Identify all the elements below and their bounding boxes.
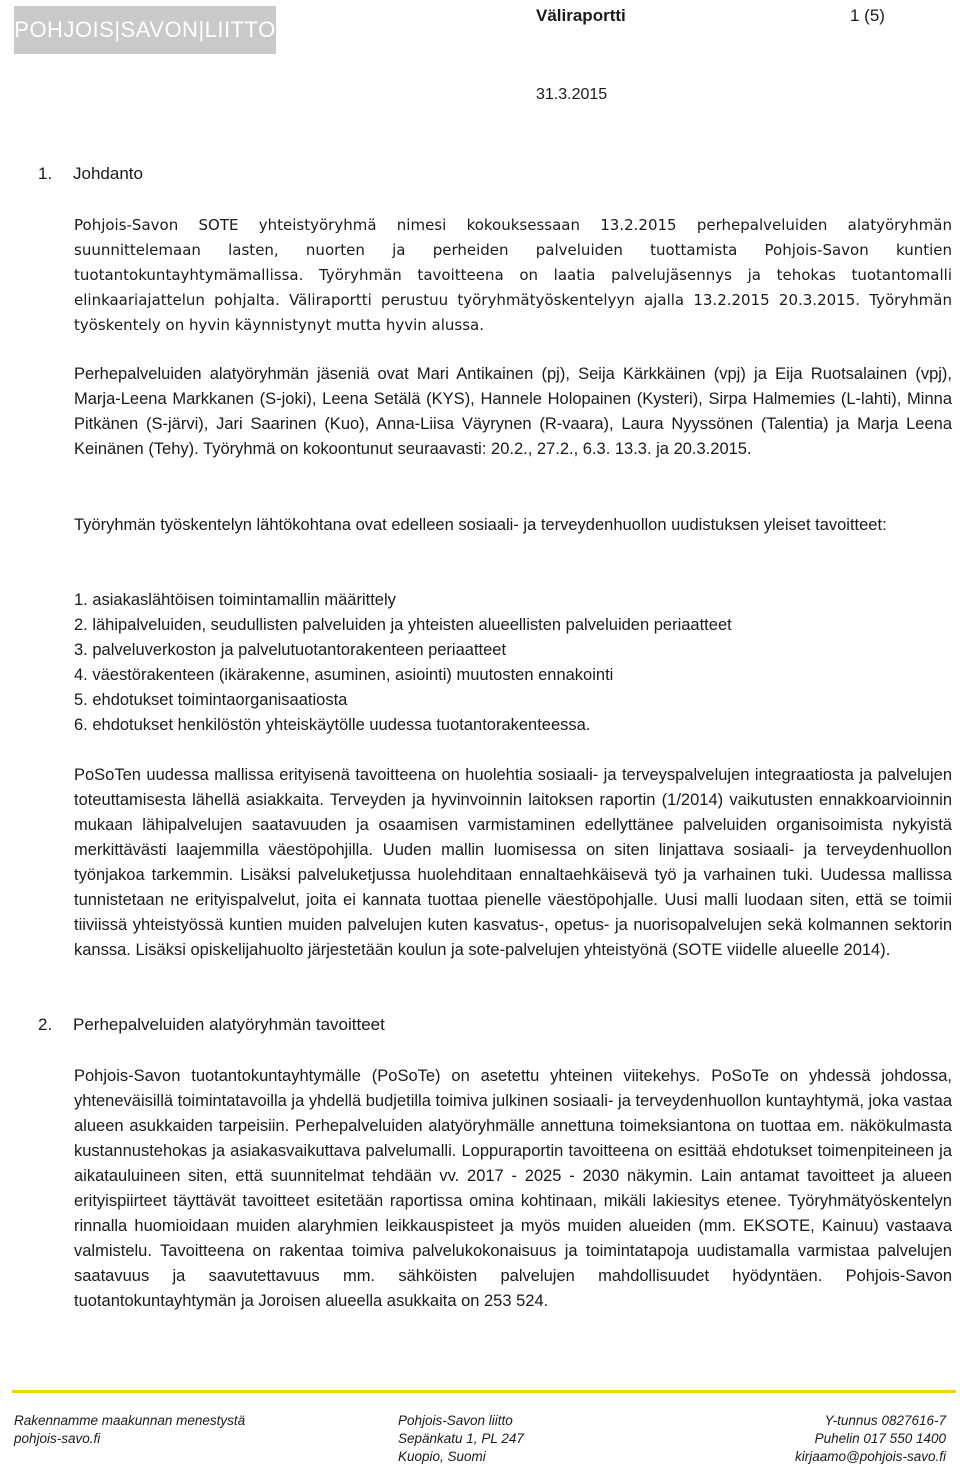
- logo-text: POHJOIS|SAVON|LIITTO: [14, 17, 276, 42]
- organization-logo: [14, 6, 276, 54]
- footer-business-id: Y-tunnus 0827616-7: [824, 1413, 946, 1428]
- list-item: 1. asiakaslähtöisen toimintamallin määrittely: [74, 591, 396, 609]
- document-title: Väliraportti: [536, 6, 626, 25]
- goals-list: [74, 588, 952, 738]
- footer-slogan-block: [14, 1412, 245, 1448]
- footer-phone: Puhelin 017 550 1400: [814, 1431, 946, 1446]
- section-number: 1.: [38, 164, 53, 183]
- document-date: 31.3.2015: [536, 86, 608, 103]
- footer-email-link[interactable]: kirjaamo@pohjois-savo.fi: [794, 1449, 946, 1464]
- footer-divider: [12, 1390, 956, 1393]
- paragraph-goals-intro: Työryhmän työskentelyn lähtökohtana ovat edelleen sosiaali- ja terveydenhuollon uudistuksen yleiset tavoitteet:: [74, 516, 887, 534]
- paragraph-introduction: Pohjois-Savon SOTE yhteistyöryhmä nimesi kokouksessaan 13.2.2015 perhepalveluiden alatyöryhmän suunnittelemaan lasten, nuorten ja perheiden palveluiden tuottamista Pohjois-Savon kuntien tuotantokuntayhtymämallissa. Työryhmän tavoitteena on laatia palvelujäsennys ja tehokas tuotantomalli elinkaariajattelun pohjalta. Väliraportti perustuu työryhmätyöskentelyyn ajalla 13.2.2015 20.3.2015. Työryhmän työskentely on hyvin käynnistynyt mutta hyvin alussa.: [74, 216, 952, 334]
- footer-street: Sepänkatu 1, PL 247: [398, 1431, 524, 1446]
- section-heading-tavoitteet: [38, 1015, 385, 1035]
- footer-address-block: [398, 1412, 524, 1466]
- paragraph-framework: Pohjois-Savon tuotantokuntayhtymälle (PoSoTe) on asetettu yhteinen viitekehys. PoSoTe on yhdessä johdossa, yhteneväisillä toimintatavoilla ja yhdellä budjetilla toimiva julkinen sosiaali- ja terveydenhuollon kuntayhtymä, joka vastaa alueen asukkaiden tarpeisiin. Perhepalveluiden alatyöryhmälle annettuna toimeksiantona on tuottaa em. näkökulmasta kustannustehokas ja asiakasvaikuttava palvelumalli. Loppuraportin tavoitteena on esittää ehdotukset toimenpiteineen ja aikatauluineen siten, että suunnitelmat tehdään vv. 2017 - 2025 - 2030 näkymin. Lain antamat tavoitteet ja alueen erityispiirteet täyttävät tavoitteet esitetään raportissa omina kohtinaan, mikäli lakiesitys etenee. Työryhmätyöskentelyn rinnalla huomioidaan muiden alaryhmien leikkauspisteet ja myös muiden alueiden (mm. EKSOTE, Kainuu) vastaava valmistelu. Tavoitteena on rakentaa toimiva palvelukokonaisuus ja toimintatapoja uudistamalla varmistaa palvelujen saatavuus ja saavutettavuus mm. sähköisten palvelujen mahdollisuudet hyödyntäen. Pohjois-Savon tuotantokuntayhtymän ja Joroisen alueella asukkaita on 253 524.: [74, 1067, 952, 1310]
- list-item: 6. ehdotukset henkilöstön yhteiskäytölle uudessa tuotantorakenteessa.: [74, 716, 591, 734]
- footer-organization: Pohjois-Savon liitto: [398, 1413, 513, 1428]
- paragraph-posote-model: PoSoTen uudessa mallissa erityisenä tavoitteena on huolehtia sosiaali- ja terveyspalvelujen integraatiosta ja palvelujen toteuttamisesta lähellä asiakkaita. Terveyden ja hyvinvoinnin laitoksen raportin (1/2014) vaikutusten ennakkoarvioinnin mukaan lähipalvelujen saatavuuden ja osaamisen varmistaminen edellyttänee palveluiden organisoimista nykyistä merkittävästi laajemmilla väestöpohjilla. Uuden mallin luomisessa on siten linjattava sosiaali- ja terveydenhuollon työnjakoa tarkemmin. Lisäksi palveluketjussa huolehditaan ennaltaehkäisevä työ ja varhainen tuki. Uudessa mallissa tunnistetaan ne erityispalvelut, joita ei kannata tuottaa pienelle väestöpohjalle. Uusi malli luodaan siten, että se toimii tiiviissä yhteistyössä kuntien muiden palvelujen kuten kasvatus-, opetus- ja nuorisopalvelujen sekä kolmannen sektorin kanssa. Lisäksi opiskelijahuolto järjestetään koulun ja sote-palvelujen yhteistyönä (SOTE viidelle alueelle 2014).: [74, 766, 952, 959]
- footer-website-link[interactable]: pohjois-savo.fi: [14, 1431, 101, 1446]
- page-number: 1 (5): [850, 6, 885, 25]
- section-title: Perhepalveluiden alatyöryhmän tavoitteet: [73, 1015, 385, 1034]
- list-item: 2. lähipalveluiden, seudullisten palveluiden ja yhteisten alueellisten palveluiden periaatteet: [74, 616, 732, 634]
- section-number: 2.: [38, 1015, 53, 1034]
- section-heading-johdanto: [38, 164, 143, 184]
- footer-contact-block: [795, 1412, 946, 1466]
- footer-slogan: Rakennamme maakunnan menestystä: [14, 1413, 246, 1428]
- section-title: Johdanto: [73, 164, 143, 183]
- paragraph-members: Perhepalveluiden alatyöryhmän jäseniä ovat Mari Antikainen (pj), Seija Kärkkäinen (vpj) ja Eija Ruotsalainen (vpj), Marja-Leena Markkanen (S-joki), Leena Setälä (KYS), Hannele Holopainen (Kysteri), Sirpa Halmemies (L-lahti), Minna Pitkänen (S-järvi), Jari Saarinen (Kuo), Anna-Liisa Väyrynen (R-vaara), Laura Nyyssönen (Talentia) ja Marja Leena Keinänen (Tehy). Työryhmä on kokoontunut seuraavasti: 20.2., 27.2., 6.3. 13.3. ja 20.3.2015.: [74, 365, 952, 458]
- list-item: 3. palveluverkoston ja palvelutuotantorakenteen periaatteet: [74, 641, 507, 659]
- list-item: 4. väestörakenteen (ikärakenne, asuminen, asiointi) muutosten ennakointi: [74, 666, 614, 684]
- list-item: 5. ehdotukset toimintaorganisaatiosta: [74, 691, 348, 709]
- footer-city: Kuopio, Suomi: [398, 1449, 486, 1464]
